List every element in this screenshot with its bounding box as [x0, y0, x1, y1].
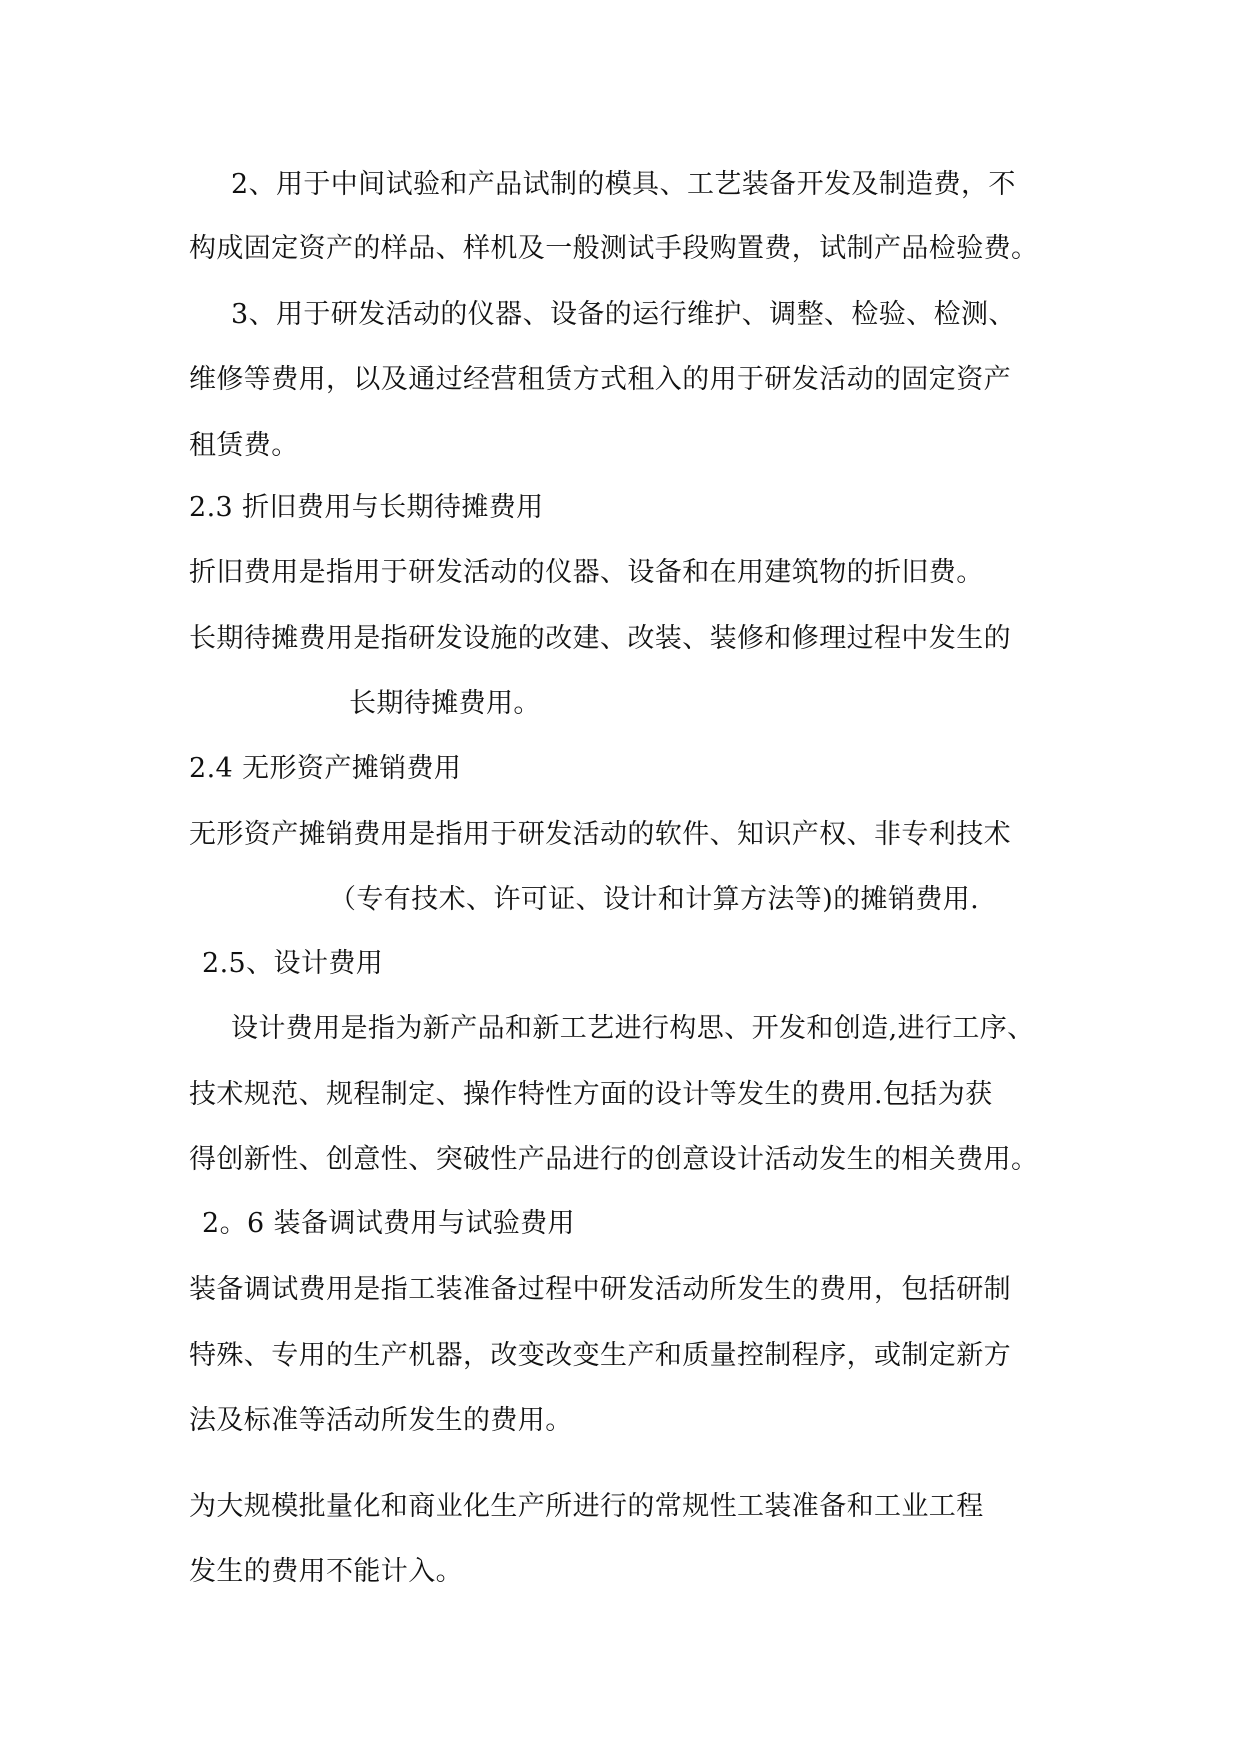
paragraph-line-11: 设计费用是指为新产品和新工艺进行构思、开发和创造,进行工序、	[231, 1013, 1035, 1044]
paragraph-line-4: 维修等费用，以及通过经营租赁方式租入的用于研发活动的固定资产	[189, 364, 1011, 395]
paragraph-line-5: 租赁费。	[189, 430, 299, 461]
paragraph-line-8: 长期待摊费用。	[349, 688, 541, 719]
paragraph-line-7: 长期待摊费用是指研发设施的改建、改装、装修和修理过程中发生的	[189, 623, 1011, 654]
paragraph-line-13: 得创新性、创意性、突破性产品进行的创意设计活动发生的相关费用。	[189, 1144, 1039, 1175]
section-heading-2-4: 2.4 无形资产摊销费用	[189, 753, 462, 784]
paragraph-line-17: 为大规模批量化和商业化生产所进行的常规性工装准备和工业工程	[189, 1491, 984, 1522]
paragraph-line-15: 特殊、专用的生产机器，改变改变生产和质量控制程序，或制定新方	[189, 1340, 1011, 1371]
section-heading-2-3: 2.3 折旧费用与长期待摊费用	[189, 492, 544, 523]
paragraph-line-10: （专有技术、许可证、设计和计算方法等)的摊销费用.	[329, 884, 980, 915]
section-heading-2-5: 2.5、设计费用	[202, 948, 384, 979]
paragraph-line-9: 无形资产摊销费用是指用于研发活动的软件、知识产权、非专利技术	[189, 819, 1011, 850]
paragraph-line-16: 法及标准等活动所发生的费用。	[189, 1405, 573, 1436]
paragraph-line-14: 装备调试费用是指工装准备过程中研发活动所发生的费用，包括研制	[189, 1274, 1011, 1305]
paragraph-line-12: 技术规范、规程制定、操作特性方面的设计等发生的费用.包括为获	[189, 1079, 993, 1110]
paragraph-line-6: 折旧费用是指用于研发活动的仪器、设备和在用建筑物的折旧费。	[189, 557, 984, 588]
section-heading-2-6: 2。6 装备调试费用与试验费用	[202, 1208, 575, 1239]
paragraph-line-18: 发生的费用不能计入。	[189, 1556, 463, 1587]
paragraph-line-1: 2、用于中间试验和产品试制的模具、工艺装备开发及制造费，不	[231, 169, 1016, 200]
paragraph-line-2: 构成固定资产的样品、样机及一般测试手段购置费，试制产品检验费。	[189, 233, 1039, 264]
paragraph-line-3: 3、用于研发活动的仪器、设备的运行维护、调整、检验、检测、	[231, 299, 1016, 330]
